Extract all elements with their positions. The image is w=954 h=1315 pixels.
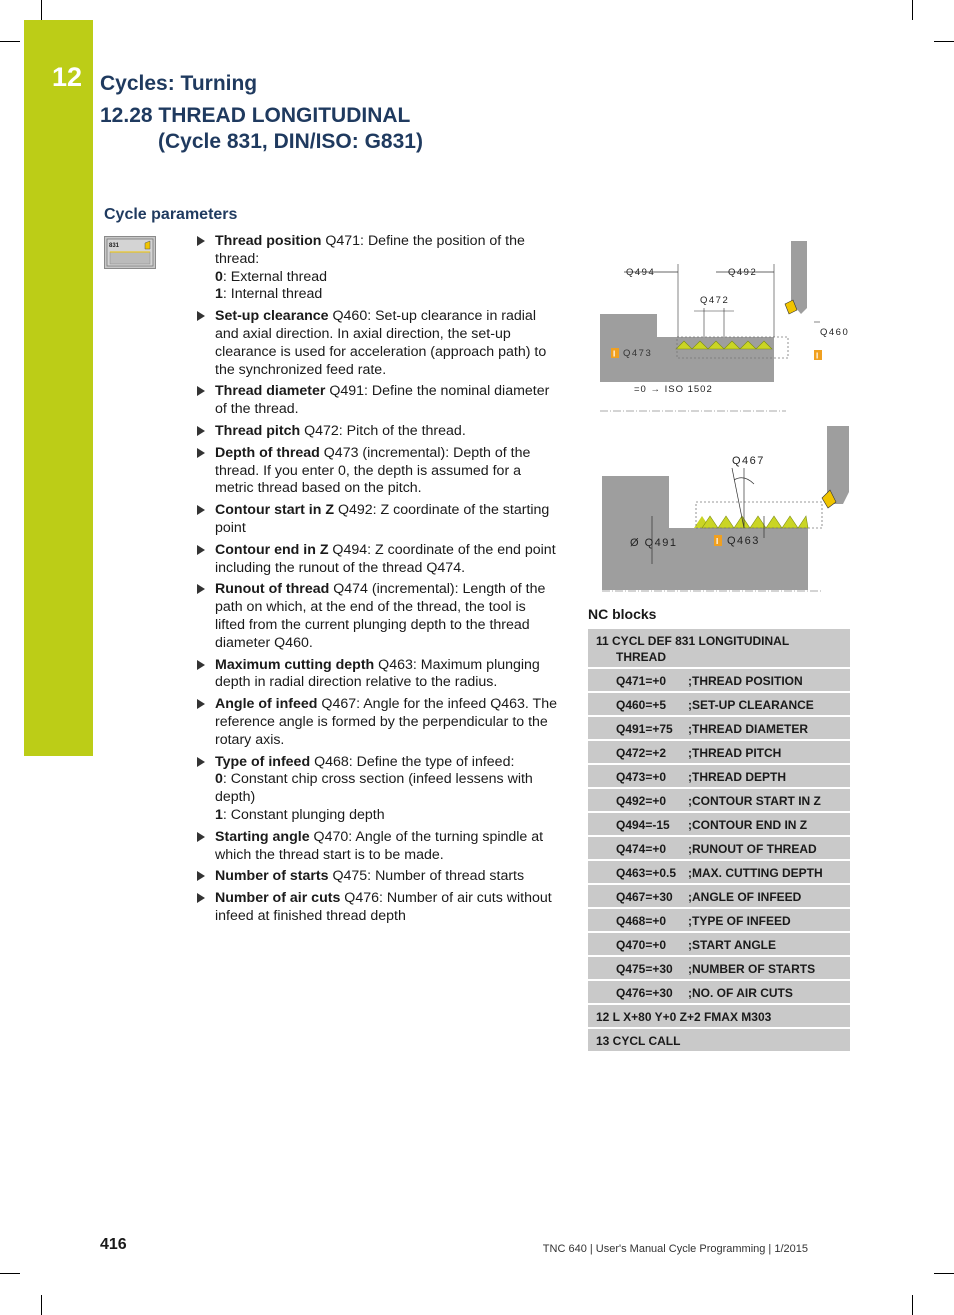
nc-parameter-row: [588, 693, 850, 717]
parameter-term: Maximum cutting depth: [215, 656, 375, 673]
nc-block-12: 12 L X+80 Y+0 Z+2 FMAX M303: [588, 1005, 850, 1029]
parameter-option: [215, 807, 558, 825]
iso-1502-label: =0 → ISO 1502: [634, 384, 713, 395]
thread-figure-top: [586, 238, 852, 416]
nc-parameter-comment: ;ANGLE OF INFEED: [688, 890, 802, 904]
svg-text:I: I: [716, 537, 719, 546]
nc-parameter-comment: ;THREAD DIAMETER: [688, 722, 808, 736]
q472-label: Q472: [700, 295, 730, 306]
parameter-term: Contour start in Z: [215, 502, 335, 519]
parameter-description: Q471: Define the position of the thread:: [215, 233, 525, 267]
parameter-term: Thread position: [215, 233, 322, 249]
footer-text: TNC 640 | User's Manual Cycle Programming | 1/2015: [542, 1243, 808, 1255]
parameter-item: [196, 829, 558, 865]
nc-parameter-row: [588, 933, 850, 957]
crop-mark: [0, 1273, 20, 1274]
q492-label: Q492: [728, 267, 758, 278]
cycle-parameter-list: [196, 233, 558, 930]
q491-label: Ø Q491: [630, 537, 678, 549]
nc-parameter-row: [588, 813, 850, 837]
nc-parameter-value: Q474=+0: [616, 842, 667, 856]
parameter-description: Q460: Set-up clearance in radial and axial direction. In axial direction, the set-up clearance is used for acceleration (approach path) to the synchronized feed rate.: [215, 308, 547, 378]
nc-parameter-value: Q494=-15: [616, 818, 670, 832]
parameter-option: [215, 286, 558, 304]
nc-parameter-comment: ;NUMBER OF STARTS: [688, 962, 816, 976]
parameter-item: [196, 542, 558, 578]
bullet-triangle-icon: [197, 426, 205, 436]
bullet-triangle-icon: [197, 505, 205, 515]
bullet-triangle-icon: [197, 757, 205, 767]
thread-figure-bottom: [586, 424, 852, 596]
parameter-item: [196, 502, 558, 538]
parameter-option: [215, 771, 558, 807]
parameter-term: Starting angle: [215, 828, 310, 845]
nc-parameter-row: [588, 789, 850, 813]
q467-label: Q467: [732, 455, 765, 467]
nc-blocks-table: [588, 629, 850, 1053]
svg-text:I: I: [816, 351, 819, 361]
parameter-item: [196, 308, 558, 379]
nc-parameter-comment: ;MAX. CUTTING DEPTH: [688, 866, 823, 880]
softkey-label: 831: [109, 243, 120, 249]
thread-teeth: [702, 516, 808, 528]
nc-parameter-comment: ;CONTOUR START IN Z: [688, 794, 821, 808]
chapter-title: Cycles: Turning: [100, 72, 258, 95]
nc-parameter-comment: ;SET-UP CLEARANCE: [688, 698, 814, 712]
parameter-description: Q492: Z coordinate of the starting point: [215, 502, 550, 536]
nc-parameter-value: Q467=+30: [616, 890, 673, 904]
nc-parameter-comment: ;START ANGLE: [688, 938, 776, 952]
crop-mark: [41, 0, 42, 20]
parameter-term: Thread pitch: [215, 422, 301, 439]
parameter-description: Q475: Number of thread starts: [328, 868, 525, 885]
nc-parameter-row: [588, 765, 850, 789]
option-text: : Constant plunging depth: [222, 806, 385, 823]
section-title: 12.28 THREAD LONGITUDINAL: [100, 104, 411, 127]
nc-parameter-row: [588, 837, 850, 861]
parameter-term: Number of air cuts: [215, 890, 341, 907]
bullet-triangle-icon: [197, 660, 205, 670]
bullet-triangle-icon: [197, 236, 205, 246]
parameter-item: [196, 581, 558, 652]
nc-parameter-row: [588, 957, 850, 981]
parameter-description: Q491: Define the nominal diameter of the thread.: [215, 383, 550, 418]
chapter-band: [24, 20, 93, 756]
nc-parameter-value: Q492=+0: [616, 794, 667, 808]
cycle-831-softkey-icon: [104, 236, 156, 269]
nc-parameter-value: Q472=+2: [616, 746, 667, 760]
parameter-term: Depth of thread: [215, 444, 320, 461]
parameter-item: [196, 696, 558, 749]
nc-parameter-value: Q460=+5: [616, 698, 667, 712]
parameter-term: Thread diameter: [215, 383, 326, 400]
nc-parameter-comment: ;THREAD PITCH: [688, 746, 782, 760]
page-number: 416: [100, 1236, 127, 1253]
nc-line: 11 CYCL DEF 831 LONGITUDINAL: [596, 634, 790, 648]
bullet-triangle-icon: [197, 545, 205, 555]
nc-parameter-value: Q470=+0: [616, 938, 667, 952]
nc-parameter-comment: ;THREAD DEPTH: [688, 770, 786, 784]
parameter-item: [196, 233, 558, 304]
parameter-item: [196, 445, 558, 498]
option-text: : Constant chip cross section (infeed lessens with depth): [215, 771, 533, 806]
q463-label: Q463: [727, 535, 760, 547]
bullet-triangle-icon: [197, 311, 205, 321]
crop-mark: [912, 1295, 913, 1315]
parameter-option: [215, 269, 558, 287]
crop-mark: [41, 1295, 42, 1315]
parameter-description: Q473 (incremental): Depth of the thread. If you enter 0, the depth is assumed for a metric thread based on the pitch.: [215, 444, 531, 497]
nc-parameter-row: [588, 861, 850, 885]
bullet-triangle-icon: [197, 699, 205, 709]
option-text: : Internal thread: [222, 286, 323, 303]
parameter-term: Type of infeed: [215, 753, 311, 770]
option-key: 0: [215, 771, 223, 788]
parameter-description: Q468: Define the type of infeed:: [310, 753, 515, 770]
nc-parameter-value: Q476=+30: [616, 986, 673, 1000]
nc-parameter-row: [588, 885, 850, 909]
parameter-item: [196, 890, 558, 926]
nc-parameter-row: [588, 669, 850, 693]
option-key: 1: [215, 286, 223, 303]
parameter-item: [196, 423, 558, 441]
parameter-description: Q472: Pitch of the thread.: [300, 422, 466, 439]
nc-blocks-heading: NC blocks: [588, 606, 657, 622]
nc-parameter-row: [588, 909, 850, 933]
nc-parameter-row: [588, 981, 850, 1005]
workpiece-shape: [602, 476, 669, 590]
parameter-description: Q463: Maximum plunging depth in radial direction relative to the radius.: [215, 656, 540, 691]
crop-mark: [0, 41, 20, 42]
parameter-item: [196, 868, 558, 886]
crop-mark: [934, 41, 954, 42]
parameter-description: Q467: Angle for the infeed Q463. The reference angle is formed by the perpendicular to the rotary axis.: [215, 696, 557, 748]
nc-parameter-value: Q491=+75: [616, 722, 673, 736]
parameter-term: Angle of infeed: [215, 696, 318, 713]
cycle-parameters-heading: Cycle parameters: [104, 206, 238, 223]
nc-parameter-comment: ;CONTOUR END IN Z: [688, 818, 808, 832]
parameter-term: Contour end in Z: [215, 541, 329, 558]
nc-parameter-value: Q463=+0.5: [616, 866, 677, 880]
nc-line: THREAD: [616, 650, 666, 664]
option-text: : External thread: [222, 268, 327, 285]
nc-block-11: [588, 629, 850, 669]
svg-text:I: I: [613, 349, 616, 359]
parameter-term: Runout of thread: [215, 581, 330, 598]
nc-parameter-value: Q471=+0: [616, 674, 667, 688]
parameter-description: Q494: Z coordinate of the end point including the runout of the thread Q474.: [215, 541, 556, 576]
parameter-item: [196, 754, 558, 825]
q473-label: Q473: [623, 348, 653, 359]
parameter-term: Set-up clearance: [215, 308, 329, 325]
bullet-triangle-icon: [197, 448, 205, 458]
q460-label: Q460: [820, 327, 850, 338]
nc-parameter-comment: ;TYPE OF INFEED: [688, 914, 791, 928]
parameter-item: [196, 657, 558, 693]
bullet-triangle-icon: [197, 832, 205, 842]
nc-parameter-row: [588, 741, 850, 765]
nc-parameter-value: Q468=+0: [616, 914, 667, 928]
bullet-triangle-icon: [197, 871, 205, 881]
option-key: 1: [215, 806, 223, 823]
parameter-term: Number of starts: [215, 868, 329, 885]
nc-block-13: 13 CYCL CALL: [588, 1029, 850, 1053]
section-subtitle: (Cycle 831, DIN/ISO: G831): [158, 130, 423, 153]
q494-label: Q494: [626, 267, 656, 278]
crop-mark: [934, 1273, 954, 1274]
parameter-description: Q470: Angle of the turning spindle at which the thread start is to be made.: [215, 828, 544, 863]
chapter-number: 12: [52, 62, 83, 92]
bullet-triangle-icon: [197, 386, 205, 396]
nc-parameter-value: Q473=+0: [616, 770, 667, 784]
nc-parameter-comment: ;NO. OF AIR CUTS: [688, 986, 793, 1000]
parameter-description: Q476: Number of air cuts without infeed at finished thread depth: [215, 890, 552, 924]
nc-parameter-value: Q475=+30: [616, 962, 673, 976]
option-key: 0: [215, 268, 223, 285]
bullet-triangle-icon: [197, 584, 205, 594]
parameter-item: [196, 383, 558, 419]
nc-parameter-row: [588, 717, 850, 741]
crop-mark: [912, 0, 913, 20]
nc-parameter-comment: ;RUNOUT OF THREAD: [688, 842, 817, 856]
parameter-description: Q474 (incremental): Length of the path on which, at the end of the thread, the tool is lifted from the current plunging depth to the thread diameter Q460.: [215, 581, 546, 651]
nc-parameter-comment: ;THREAD POSITION: [688, 674, 803, 688]
bullet-triangle-icon: [197, 893, 205, 903]
